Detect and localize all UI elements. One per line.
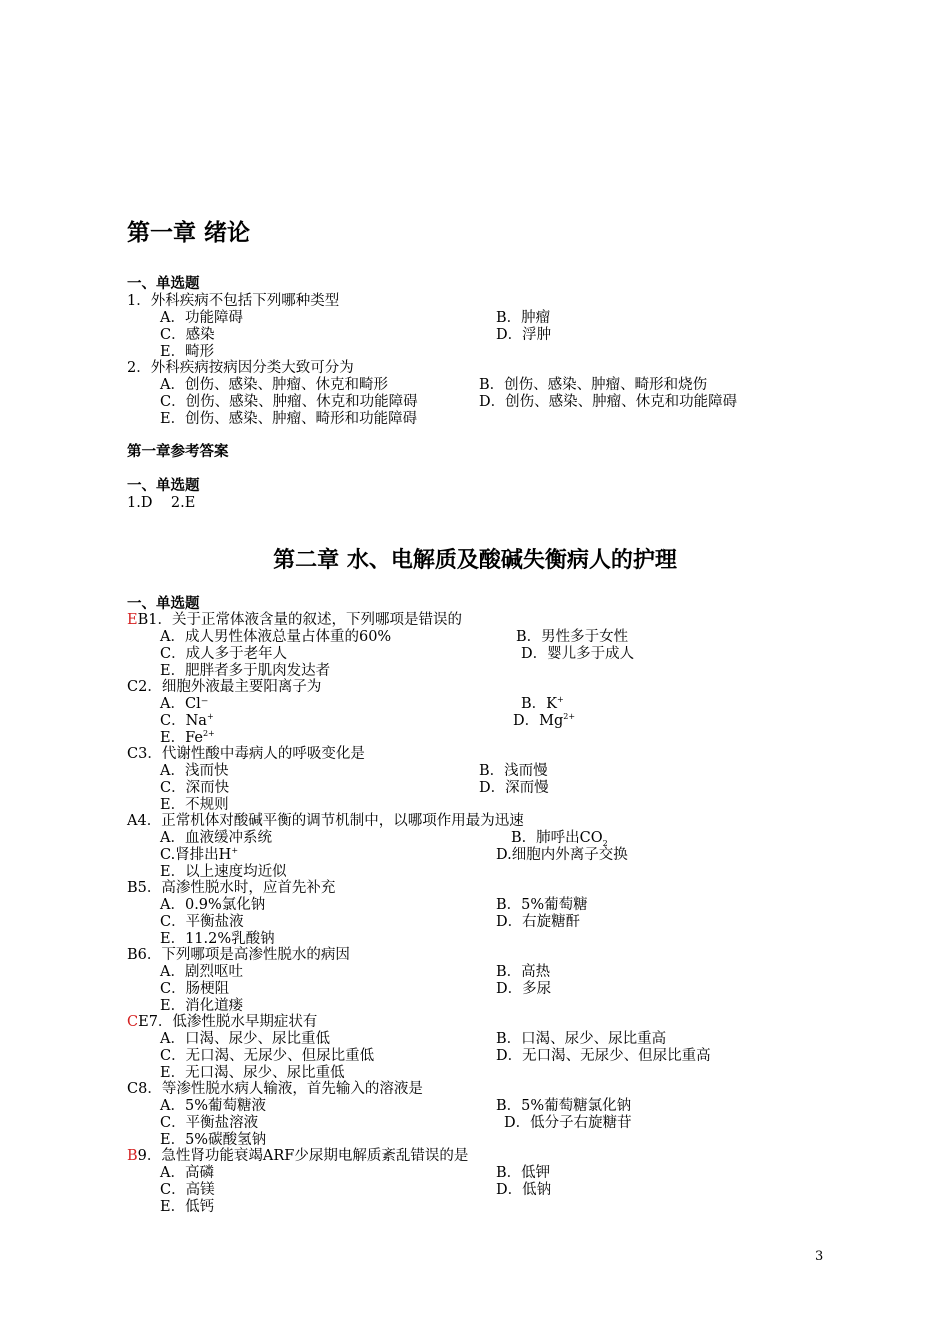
- option-d: D．婴儿多于成人: [521, 646, 635, 662]
- wrong-answer-mark: C: [127, 1014, 139, 1030]
- option-b: B．5%葡萄糖氯化钠: [496, 1098, 632, 1114]
- question-stem: B5．高渗性脱水时，应首先补充: [127, 880, 336, 896]
- option-d: D．低钠: [496, 1182, 552, 1198]
- option-a: A．创伤、感染、肿瘤、休克和畸形: [160, 377, 388, 393]
- option-e: E．以上速度均近似: [160, 864, 287, 880]
- question-stem: C2．细胞外液最主要阳离子为: [127, 679, 322, 695]
- option-a: A．高磷: [160, 1165, 214, 1181]
- option-e: E．不规则: [160, 797, 229, 813]
- option-b: B．浅而慢: [479, 763, 548, 779]
- chapter1-answer-section: 一、单选题: [127, 478, 200, 494]
- question-stem: [127, 1014, 317, 1031]
- option-a: A．功能障碍: [160, 310, 243, 326]
- option-d: D．深而慢: [479, 780, 549, 796]
- question-text: 9．急性肾功能衰竭ARF少尿期电解质紊乱错误的是: [137, 1148, 469, 1164]
- chapter2-title: 第二章 水、电解质及酸碱失衡病人的护理: [273, 548, 677, 573]
- option-a: A．成人男性体液总量占体重的60%: [160, 629, 392, 645]
- option-e: E．无口渴、尿少、尿比重低: [160, 1065, 345, 1081]
- option-c: C．感染: [160, 327, 215, 343]
- option-d: D．低分子右旋糖苷: [504, 1115, 632, 1131]
- question-stem: [127, 1148, 468, 1165]
- option-e: E．5%碳酸氢钠: [160, 1132, 267, 1148]
- option-c: C．平衡盐溶液: [160, 1115, 259, 1131]
- page-number: 3: [815, 1249, 824, 1264]
- option-c: C．创伤、感染、肿瘤、休克和功能障碍: [160, 394, 418, 410]
- option-d: D．右旋糖酐: [496, 914, 581, 930]
- question-stem: B6．下列哪项是高渗性脱水的病因: [127, 947, 350, 963]
- wrong-answer-mark: E: [127, 612, 138, 628]
- option-c: C．平衡盐液: [160, 914, 244, 930]
- option-e: E．肥胖者多于肌肉发达者: [160, 663, 331, 679]
- option-c: C．Na+: [160, 712, 214, 729]
- option-a: A．口渴、尿少、尿比重低: [160, 1031, 330, 1047]
- question-stem: C3．代谢性酸中毒病人的呼吸变化是: [127, 746, 365, 762]
- option-a: A．0.9%氯化钠: [160, 897, 266, 913]
- option-a: A．Cl⁻: [160, 696, 209, 712]
- option-a: A．浅而快: [160, 763, 229, 779]
- option-a: A．血液缓冲系统: [160, 830, 272, 846]
- option-e: E．11.2%乳酸钠: [160, 931, 275, 947]
- option-e: E．低钙: [160, 1199, 215, 1215]
- option-b: B．创伤、感染、肿瘤、畸形和烧伤: [479, 377, 708, 393]
- option-c: C．无口渴、无尿少、但尿比重低: [160, 1048, 375, 1064]
- option-d: D．$Mg^{2+}$: [513, 712, 576, 729]
- option-c: C．高镁: [160, 1182, 215, 1198]
- option-d: D.细胞内外离子交换: [496, 847, 628, 863]
- option-c: C．成人多于老年人: [160, 646, 288, 662]
- option-d: D．多尿: [496, 981, 552, 997]
- option-a: A．5%葡萄糖液: [160, 1098, 266, 1114]
- option-e: E．畸形: [160, 344, 215, 360]
- chapter1-answer-title: 第一章参考答案: [127, 444, 229, 460]
- option-b: B．男性多于女性: [516, 629, 629, 645]
- question-text: E7．低渗性脱水早期症状有: [138, 1014, 318, 1030]
- question-text: B1．关于正常体液含量的叙述，下列哪项是错误的: [137, 612, 462, 628]
- option-d: D．创伤、感染、肿瘤、休克和功能障碍: [479, 394, 738, 410]
- option-e: E．消化道瘘: [160, 998, 244, 1014]
- option-b: B．肿瘤: [496, 310, 551, 326]
- option-c: C．肠梗阻: [160, 981, 230, 997]
- option-b: B．低钾: [496, 1165, 551, 1181]
- chapter1-title: 第一章 绪论: [127, 220, 251, 246]
- option-d: D．浮肿: [496, 327, 552, 343]
- question-stem: [127, 612, 462, 629]
- wrong-answer-mark: B: [127, 1148, 138, 1164]
- option-b: B．口渴、尿少、尿比重高: [496, 1031, 667, 1047]
- option-e: E．$Fe^{2+}$: [160, 729, 215, 746]
- question-stem: A4．正常机体对酸碱平衡的调节机制中，以哪项作用最为迅速: [127, 813, 524, 829]
- option-b: B．高热: [496, 964, 551, 980]
- question-stem: 2．外科疾病按病因分类大致可分为: [127, 360, 354, 376]
- option-c: C.肾排出H+: [160, 846, 239, 863]
- option-d: D．无口渴、无尿少、但尿比重高: [496, 1048, 711, 1064]
- question-stem: C8．等渗性脱水病人输液，首先输入的溶液是: [127, 1081, 423, 1097]
- option-e: E．创伤、感染、肿瘤、畸形和功能障碍: [160, 411, 418, 427]
- chapter1-answers: 1.D 2.E: [127, 495, 196, 511]
- question-stem: 1．外科疾病不包括下列哪种类型: [127, 293, 340, 309]
- option-b: B．肺呼出$CO_2$: [511, 830, 608, 848]
- option-b: B．5%葡萄糖: [496, 897, 588, 913]
- option-a: A．剧烈呕吐: [160, 964, 243, 980]
- chapter1-section-heading: 一、单选题: [127, 276, 200, 292]
- chapter2-section-heading: 一、单选题: [127, 596, 200, 612]
- option-c: C．深而快: [160, 780, 230, 796]
- option-b: B．K+: [521, 695, 564, 712]
